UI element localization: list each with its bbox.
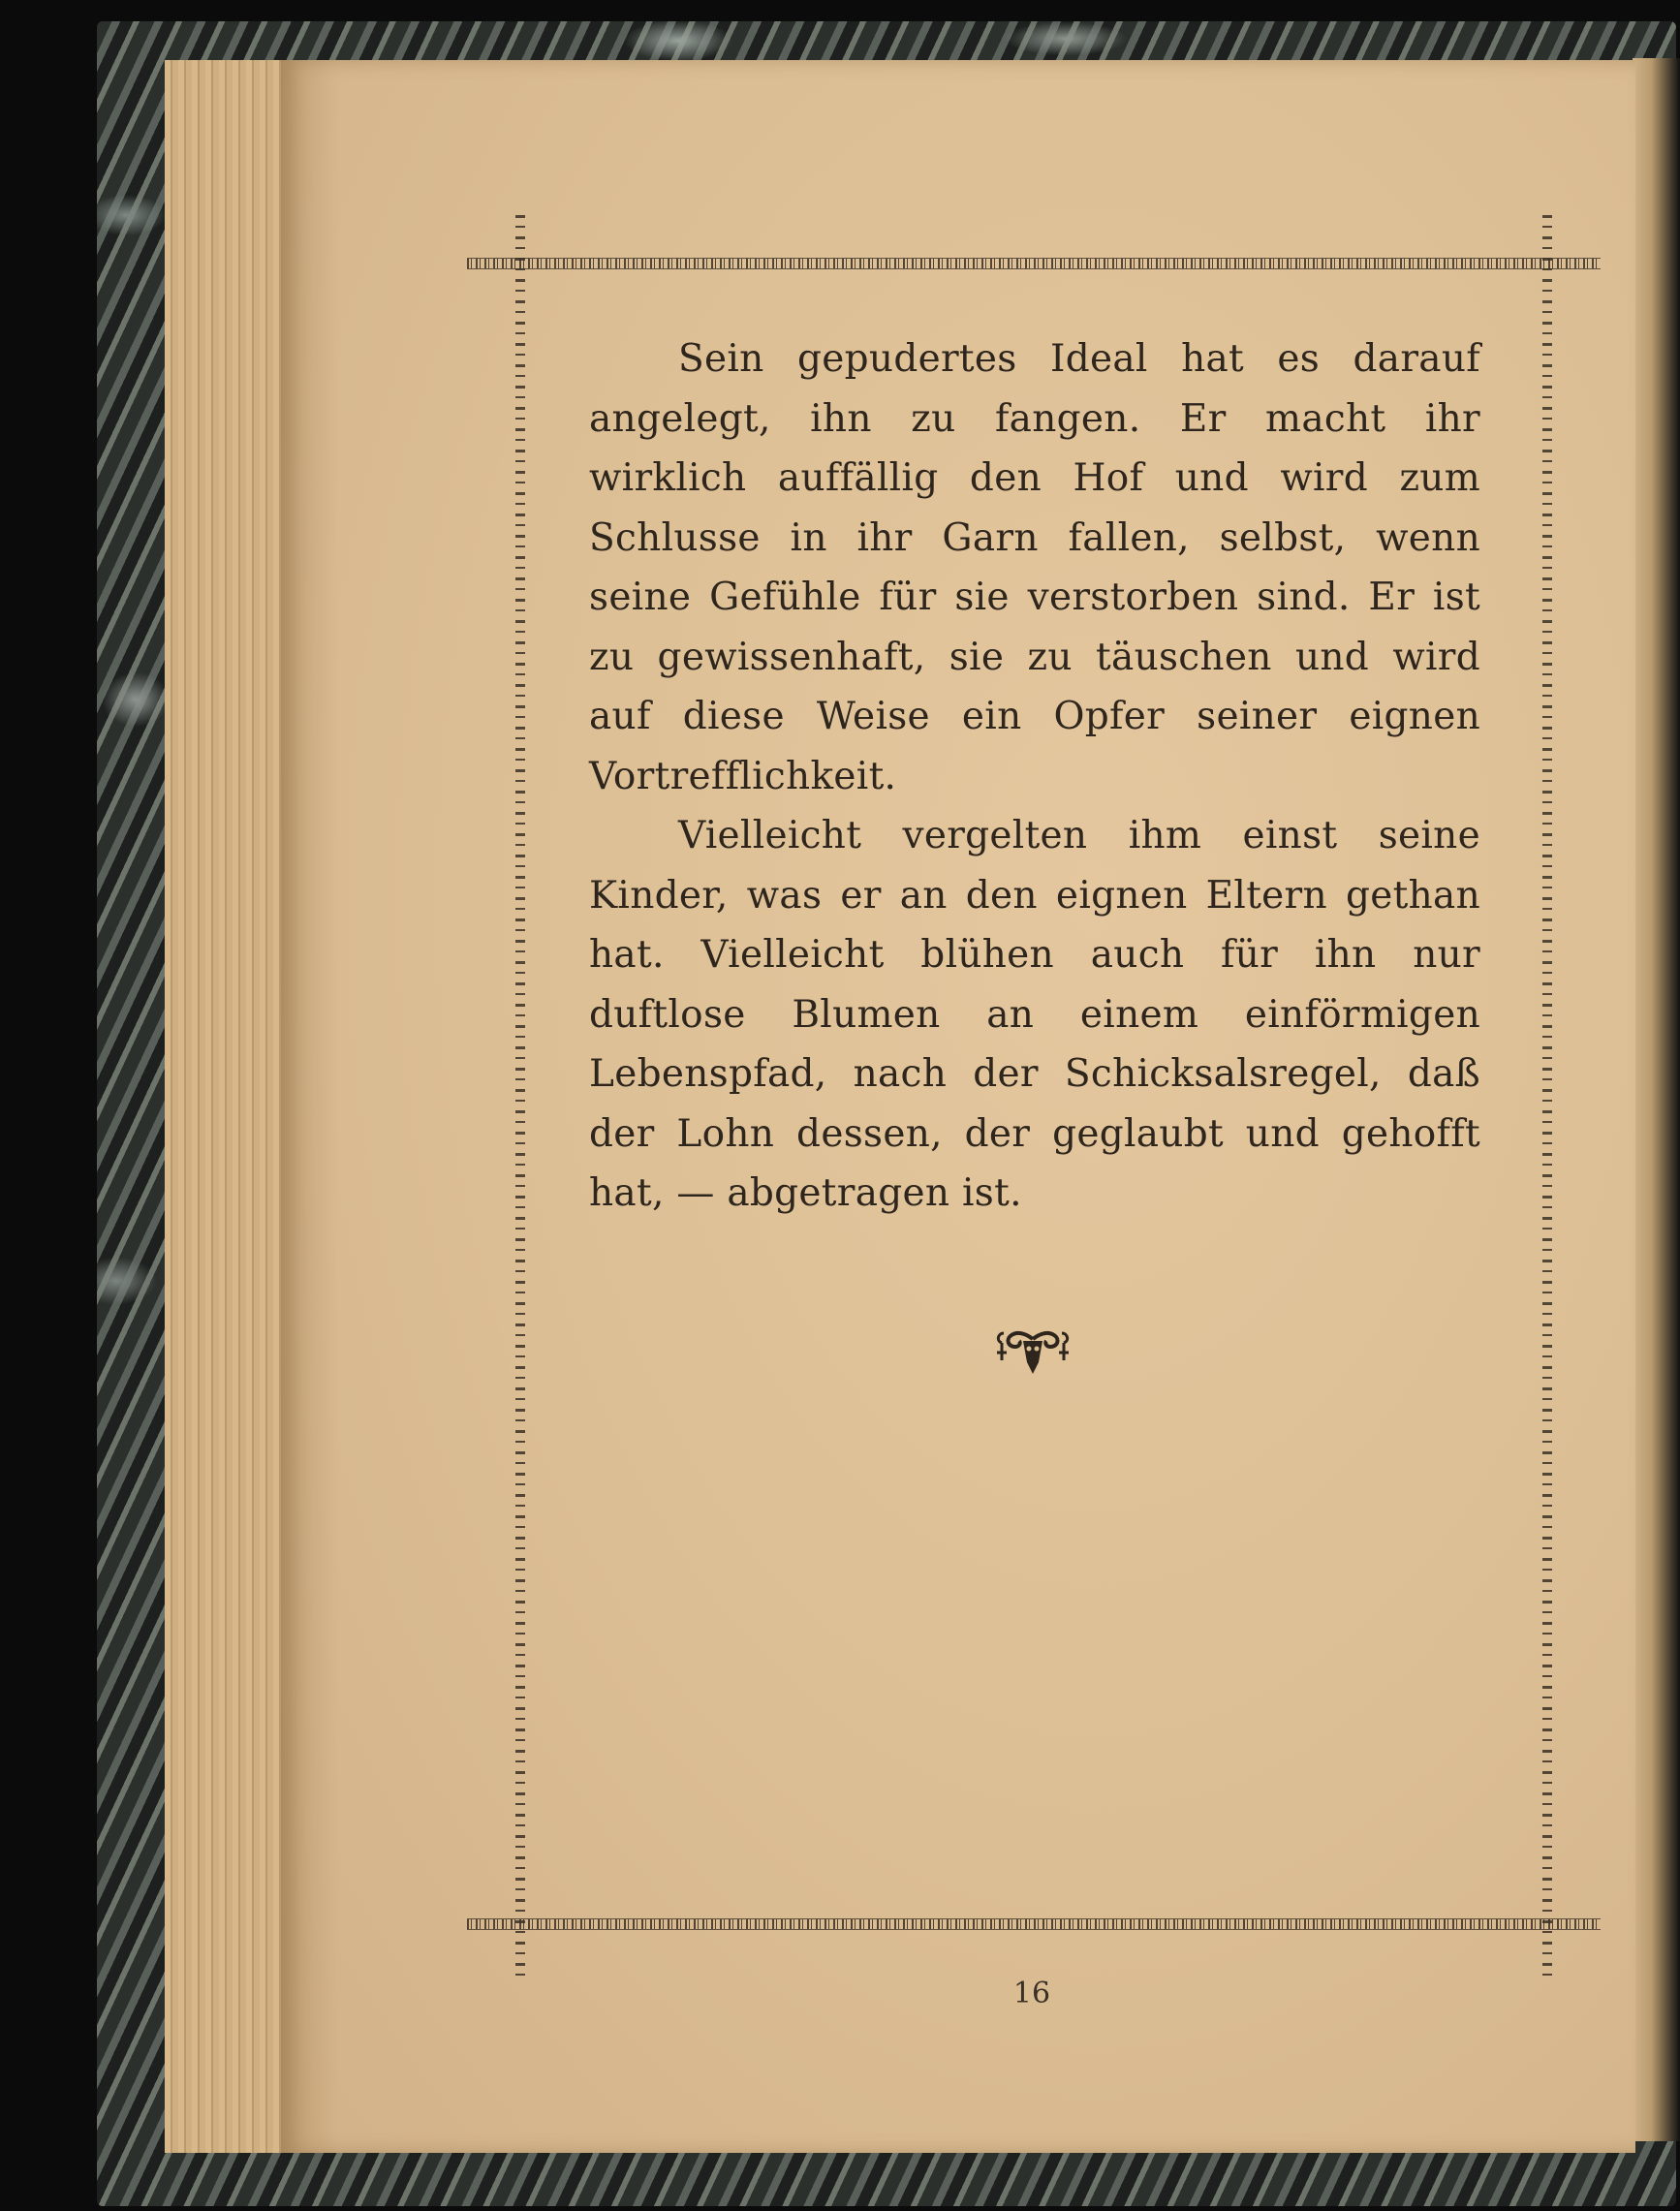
paragraph-2: Vielleicht vergelten ihm einst seine Kinder, was er an den eignen Eltern gethan hat. Vielleicht blühen auch für ihn nur duftlose Blumen an einem einförmigen Lebenspfad, nach der Schicksalsregel, daß der Lohn dessen, der geglaubt und gehofft hat, — abgetragen ist. xyxy=(589,814,1480,1215)
bottom-border-rule xyxy=(467,1918,1601,1930)
paragraph-1: Sein gepudertes Ideal hat es darauf angelegt, ihn zu fangen. Er macht ihr wirklich auffällig den Hof und wird zum Schlusse in ihr Garn fallen, selbst, wenn seine Gefühle für sie verstorben sind. Er ist zu gewissenhaft, sie zu täuschen und wird auf diese Weise ein Opfer seiner eignen Vortrefflichkeit. xyxy=(589,337,1480,798)
body-text xyxy=(589,329,1480,1224)
left-border-rule xyxy=(515,215,525,1977)
page-number: 16 xyxy=(1012,1977,1051,2010)
right-border-rule xyxy=(1542,215,1552,1977)
ram-head-ornament-icon xyxy=(990,1322,1075,1380)
book-right-edge xyxy=(1633,58,1680,2141)
top-border-rule xyxy=(467,258,1601,269)
